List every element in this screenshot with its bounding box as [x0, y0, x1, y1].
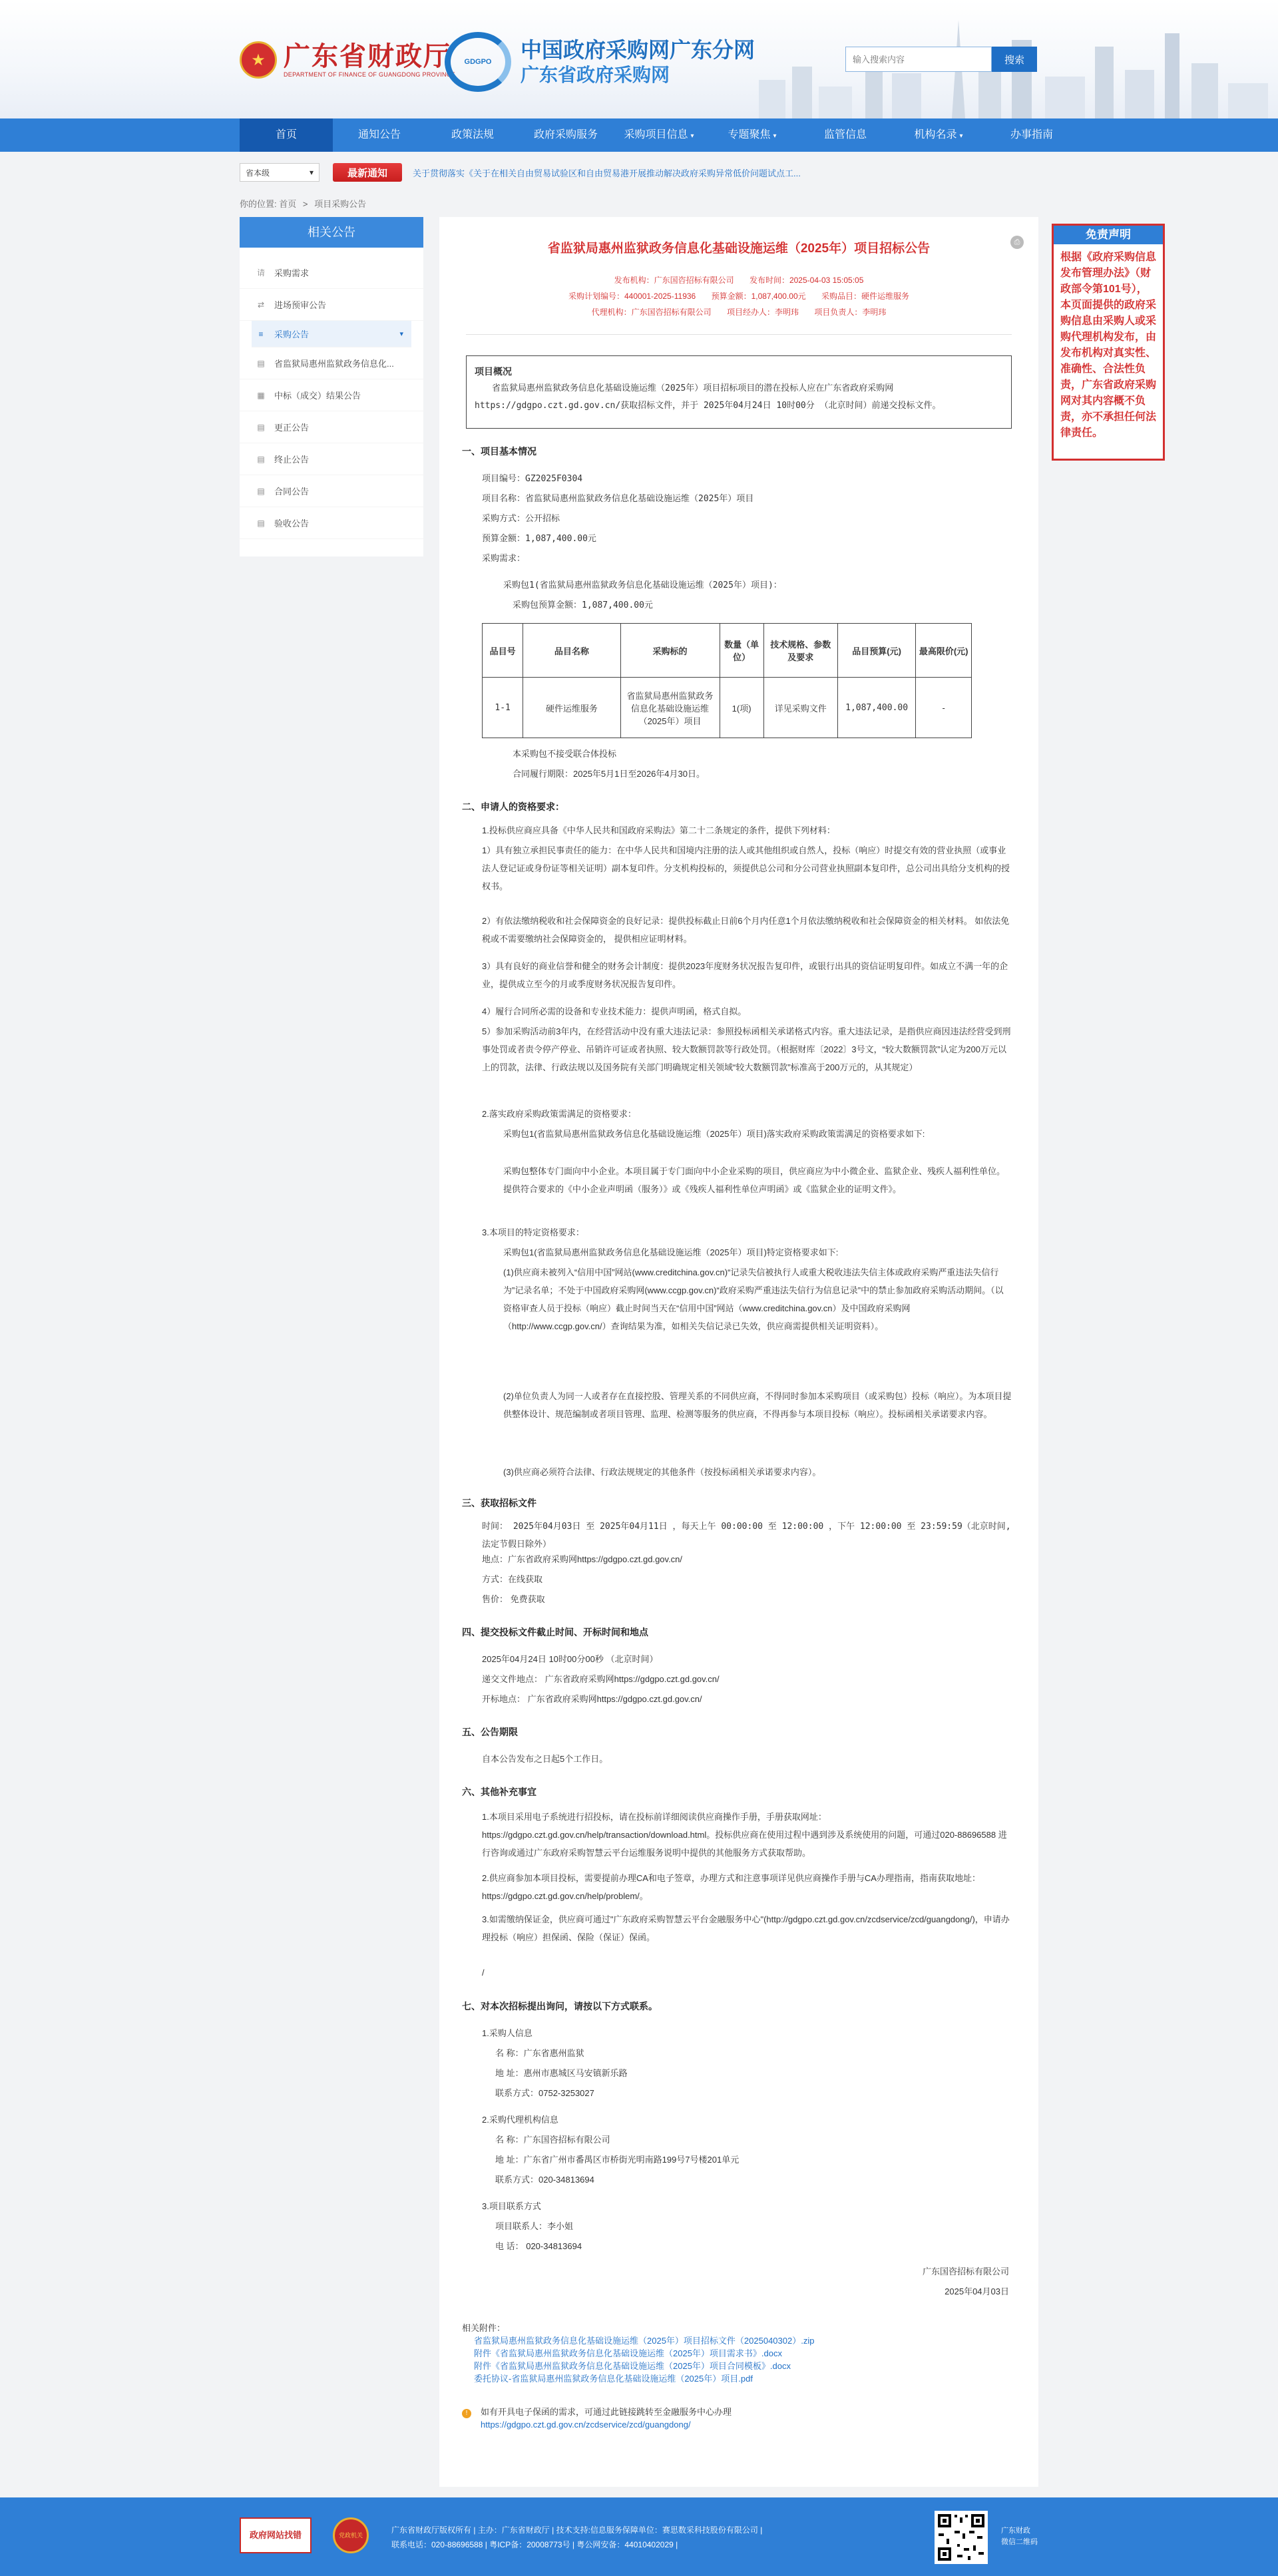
- qr-caption-2: 微信二维码: [1001, 2538, 1038, 2546]
- attachment-link[interactable]: 附件《省监狱局惠州监狱政务信息化基础设施运维（2025年）项目需求书》.docx: [474, 2348, 782, 2358]
- breadcrumb-home-link[interactable]: 首页: [279, 199, 297, 209]
- section-1-title: 一、项目基本情况: [462, 446, 536, 457]
- sidebar-item-label: 终止公告: [274, 455, 310, 465]
- nav-item-label: 机构名录: [914, 129, 957, 140]
- meta-agent-pm: 项目经办人：李明玮: [726, 308, 799, 317]
- s4-line: 2025年04月24日 10时00分00秒 （北京时间）: [482, 1654, 658, 1664]
- sidebar-item-label: 中标（成交）结果公告: [274, 391, 361, 401]
- table-cell: 硬件运维服务: [523, 678, 620, 738]
- attachments: [462, 2322, 814, 2385]
- sidebar-item[interactable]: [240, 443, 423, 475]
- breadcrumb-current: 项目采购公告: [314, 199, 367, 209]
- gdgpo-logo-icon: GDGPO: [445, 32, 511, 92]
- nav-item[interactable]: [333, 118, 426, 152]
- sidebar-item-label: 采购公告: [274, 329, 310, 339]
- s1-line: 采购包预算金额：1,087,400.00元: [513, 600, 653, 610]
- signature-date: 2025年04月03日: [945, 2286, 1009, 2296]
- s2-para: (1)供应商未被列入“信用中国”网站(www.creditchina.gov.cn)“记录失信被执行人或重大税收违法失信主体或政府采购严重违法失信行为”记录名单；不处于中国政府采购网(www.ccgp.gov.cn)“政府采购严重违法失信行为信息记录”中的禁止参加政府采购活动期间。（以资格审查人员于投标（响应）截止时间当天在“信用中国”网站（www.creditchina.gov.cn）及中国政府采购网（http://www.ccgp.gov.cn/）查询结果为准，如相关失信记录已失效，供应商需提供相关证明资料）。: [503, 1267, 1004, 1331]
- s2-para: 采购包1(省监狱局惠州监狱政务信息化基础设施运维（2025年）项目)特定资格要求如下:: [503, 1247, 839, 1257]
- s7-contact-line: 项目联系人：李小姐: [495, 2221, 574, 2231]
- s7-buyer-line: 联系方式：0752-3253027: [495, 2088, 594, 2098]
- sidebar-item[interactable]: [240, 257, 423, 289]
- s7-contact-line: 电 话： 020-34813694: [495, 2241, 582, 2251]
- project-summary-box: [466, 355, 1012, 429]
- nav-item[interactable]: [799, 118, 892, 152]
- qr-caption: [1001, 2525, 1038, 2548]
- list-icon: ▤: [257, 422, 265, 432]
- table-header: 品目名称: [523, 624, 620, 678]
- s1-line: 项目名称：省监狱局惠州监狱政务信息化基础设施运维（2025年）项目: [482, 494, 754, 504]
- s2-para: 2.落实政府采购政策需满足的资格要求：: [482, 1109, 636, 1119]
- s2-para: 2）有依法缴纳税收和社会保障资金的良好记录：提供投标截止日前6个月内任意1个月依法缴纳税收和社会保障资金的相关材料。 如依法免税或不需要缴纳社会保障资金的， 提供相应证明材料。: [482, 916, 1010, 944]
- info-icon: !: [462, 2409, 471, 2418]
- s6-para: /: [482, 1968, 485, 1978]
- nav-item-label: 通知公告: [357, 129, 401, 140]
- footer-line-1: 广东省财政厅版权所有 | 主办：广东省财政厅 | 技术支持:信息服务保障单位：赛思数采科技股份有限公司 |: [391, 2525, 763, 2535]
- chevron-down-icon: ▾: [309, 168, 314, 177]
- attachments-title: 相关附件：: [462, 2323, 506, 2333]
- s3-time: 时间： 2025年04月03日 至 2025年04月11日 ，每天上午 00:00:00 至 12:00:00 ，下午 12:00:00 至 23:59:59（北京时间,法定节假日除外）: [482, 1522, 1011, 1550]
- chevron-down-icon: ▾: [773, 132, 777, 140]
- sidebar-item-label: 进场预审公告: [274, 300, 327, 310]
- table-header: 品目预算(元): [837, 624, 916, 678]
- table-header: 技术规格、参数及要求: [763, 624, 837, 678]
- breadcrumb: [240, 197, 366, 210]
- s7-buyer-line: 名 称：广东省惠州监狱: [495, 2048, 584, 2058]
- article-panel: [439, 217, 1038, 2487]
- chevron-down-icon: ▾: [959, 132, 963, 140]
- table-cell: 详见采购文件: [763, 678, 837, 738]
- finance-department-logo[interactable]: [240, 41, 455, 79]
- chevron-down-icon: ▾: [399, 330, 403, 338]
- sidebar-title: 相关公告: [240, 217, 423, 248]
- list-icon: ⇄: [257, 300, 265, 310]
- nav-item-label: 专题聚焦: [728, 129, 771, 140]
- list-icon: ▤: [257, 358, 265, 368]
- search-box: [845, 47, 1037, 72]
- breadcrumb-separator: >: [302, 199, 308, 209]
- s2-para: 5）参加采购活动前3年内，在经营活动中没有重大违法记录：参照投标函相关承诺格式内容。重大违法记录，是指供应商因违法经营受到刑事处罚或者责令停产停业、吊销许可证或者执照、较大数额罚款等行政处罚。（根据财库〔2022〕3号文，“较大数额罚款”认定为200万元以上的罚款，法律、行政法规以及国务院有关部门明确规定相关领域“较大数额罚款”标准高于200万元的，从其规定）: [482, 1026, 1011, 1072]
- main-nav: [0, 118, 1278, 152]
- meta-budget: 预算金额：1,087,400.00元: [711, 292, 806, 301]
- s2-para: 4）履行合同所必需的设备和专业技术能力：提供声明函，格式自拟。: [482, 1006, 747, 1016]
- wechat-qr-code: [935, 2511, 988, 2564]
- section-3-title: 三、获取招标文件: [462, 1498, 536, 1508]
- section-5-title: 五、公告期限: [462, 1727, 518, 1737]
- list-icon: ▤: [257, 454, 265, 464]
- sidebar-item[interactable]: [240, 347, 423, 379]
- meta-agent-head: 项目负责人：李明玮: [814, 308, 887, 317]
- portal-title-2: 广东省政府采购网: [521, 65, 670, 85]
- latest-notice-badge: 最新通知: [333, 163, 402, 182]
- site-header: [0, 0, 1278, 118]
- notice-marquee-link[interactable]: 关于贯彻落实《关于在相关自由贸易试验区和自由贸易港开展推动解决政府采购异常低价问题试点工...: [413, 168, 801, 178]
- nav-item-label: 首页: [275, 129, 297, 140]
- sidebar-item[interactable]: [240, 289, 423, 321]
- sidebar-item[interactable]: [240, 411, 423, 443]
- section-7-title: 七、对本次招标提出询问，请按以下方式联系。: [462, 2001, 658, 2012]
- disclaimer-box: [1052, 224, 1165, 461]
- table-header: 数量（单位）: [720, 624, 763, 678]
- table-header-row: [483, 624, 972, 678]
- s3-line: 方式：在线获取: [482, 1574, 543, 1584]
- site-footer: [0, 2497, 1278, 2576]
- sidebar-item-label: 更正公告: [274, 423, 310, 433]
- list-icon: ▦: [257, 390, 265, 400]
- meta-agency: 代理机构：广东国咨招标有限公司: [591, 308, 712, 317]
- nav-item[interactable]: [240, 118, 333, 152]
- s7-buyer-title: 1.采购人信息: [482, 2028, 532, 2038]
- breadcrumb-prefix: 你的位置:: [240, 199, 277, 209]
- s7-agency-title: 2.采购代理机构信息: [482, 2115, 558, 2125]
- disclaimer-title: 免责声明: [1054, 226, 1163, 244]
- s6-para: 2.供应商参加本项目投标，需要提前办理CA和电子签章，办理方式和注意事项详见供应商操作手册与CA办理指南，指南获取地址：https://gdgpo.czt.gd.gov.cn/help/problem/。: [482, 1873, 980, 1901]
- s2-para: 3）具有良好的商业信誉和健全的财务会计制度：提供2023年度财务状况报告复印件，或银行出具的资信证明复印件。如成立不满一年的企业，提供成立至今的月或季度财务状况报告复印件。: [482, 961, 1008, 989]
- sidebar-item-label: 验收公告: [274, 519, 310, 529]
- gov-site-error-badge[interactable]: [240, 2517, 312, 2553]
- s7-agency-line: 地 址：广东省广州市番禺区市桥街光明南路199号7号楼201单元: [495, 2155, 740, 2165]
- national-emblem-icon: ★: [240, 41, 277, 79]
- sidebar-item-label: 省监狱局惠州监狱政务信息化...: [274, 359, 394, 369]
- list-icon: 请: [256, 268, 265, 278]
- s4-line: 开标地点： 广东省政府采购网https://gdgpo.czt.gd.gov.cn/: [482, 1694, 702, 1704]
- divider: [466, 334, 1012, 335]
- s2-para: (3)供应商必须符合法律、行政法规规定的其他条件（按投标函相关承诺要求内容）。: [503, 1467, 821, 1477]
- sidebar-item-label: 合同公告: [274, 487, 310, 497]
- attachment-link[interactable]: 省监狱局惠州监狱政务信息化基础设施运维（2025年）项目招标文件（2025040302）.zip: [474, 2336, 815, 2346]
- after-table-line: 本采购包不接受联合体投标: [513, 749, 617, 759]
- summary-body: 省监狱局惠州监狱政务信息化基础设施运维（2025年）项目招标项目的潜在投标人应在广东省政府采购网https://gdgpo.czt.gd.gov.cn/获取招标文件，并于 2025年04月24日 10时00分 （北京时间）前递交投标文件。: [475, 383, 941, 411]
- meta-plan-no: 采购计划编号：440001-2025-11936: [568, 292, 696, 301]
- gov-site-error-label: 政府网站找错: [249, 2530, 302, 2540]
- nav-item[interactable]: [985, 118, 1078, 152]
- s2-para: 采购包1(省监狱局惠州监狱政务信息化基础设施运维（2025年）项目)落实政府采购政策需满足的资格要求如下:: [503, 1129, 925, 1139]
- section-2-title: 二、申请人的资格要求：: [462, 801, 564, 812]
- s7-agency-line: 联系方式：020-34813694: [495, 2175, 594, 2185]
- sidebar-item[interactable]: [240, 379, 423, 411]
- section-6-title: 六、其他补充事宜: [462, 1787, 536, 1797]
- s7-contact-title: 3.项目联系方式: [482, 2201, 541, 2211]
- table-cell: 1(项): [720, 678, 763, 738]
- attachment-link[interactable]: 附件《省监狱局惠州监狱政务信息化基础设施运维（2025年）项目合同模板》.docx: [474, 2361, 791, 2371]
- table-header: 采购标的: [620, 624, 720, 678]
- s2-para: 1.投标供应商应具备《中华人民共和国政府采购法》第二十二条规定的条件，提供下列材料：: [482, 825, 835, 835]
- summary-title: 项目概况: [475, 366, 512, 377]
- section-4-title: 四、提交投标文件截止时间、开标时间和地点: [462, 1627, 648, 1637]
- party-gov-badge-icon[interactable]: 党政机关: [333, 2517, 369, 2553]
- nav-item-label: 政府采购服务: [533, 129, 598, 140]
- s4-line: 递交文件地点： 广东省政府采购网https://gdgpo.czt.gd.gov.cn/: [482, 1674, 720, 1684]
- footer-info: [391, 2523, 762, 2552]
- s1-line: 采购包1(省监狱局惠州监狱政务信息化基础设施运维（2025年）项目)：: [503, 580, 782, 590]
- meta-publisher: 发布机构：广东国咨招标有限公司: [614, 276, 734, 285]
- search-input[interactable]: [845, 47, 992, 72]
- footer-line-2: 联系电话：020-88696588 | 粤ICP备：20008773号 | 粤公网安备：44010402029 |: [391, 2540, 678, 2549]
- list-icon: ≡: [258, 329, 264, 339]
- s2-para: 3.本项目的特定资格要求：: [482, 1227, 584, 1237]
- chevron-down-icon: ▾: [690, 132, 694, 140]
- s7-buyer-line: 地 址：惠州市惠城区马安镇新乐路: [495, 2068, 628, 2078]
- nav-item-label: 政策法规: [451, 129, 494, 140]
- list-icon: ▤: [257, 518, 265, 528]
- tip-link[interactable]: https://gdgpo.czt.gd.gov.cn/zcdservice/zcd/guangdong/: [481, 2420, 691, 2430]
- related-notices-sidebar: [240, 217, 423, 556]
- region-select-value: 省本级: [246, 168, 270, 178]
- table-row: [483, 678, 972, 738]
- brand-en: DEPARTMENT OF FINANCE OF GUANGDONG PROVINCE: [284, 71, 455, 78]
- procurement-portal-logo[interactable]: [445, 32, 755, 92]
- table-cell: 1-1: [483, 678, 523, 738]
- search-button[interactable]: 搜索: [992, 47, 1037, 72]
- nav-item[interactable]: [612, 118, 706, 152]
- s6-para: 3.如需缴纳保证金，供应商可通过"广东政府采购智慧云平台金融服务中心"(http://gdgpo.czt.gd.gov.cn/zcdservice/zcd/guangdong/)，申请办理投标（响应）担保函、保险（保证）保函。: [482, 1914, 1010, 1942]
- table-header: 品目号: [483, 624, 523, 678]
- nav-item[interactable]: [519, 118, 612, 152]
- s7-agency-line: 名 称：广东国咨招标有限公司: [495, 2135, 610, 2145]
- sidebar-item[interactable]: [240, 475, 423, 507]
- attachment-link[interactable]: 委托协议-省监狱局惠州监狱政务信息化基础设施运维（2025年）项目.pdf: [474, 2374, 753, 2384]
- nav-item[interactable]: [706, 118, 799, 152]
- region-select[interactable]: [240, 163, 320, 182]
- print-icon[interactable]: ⎙: [1010, 236, 1024, 249]
- nav-item-label: 监管信息: [823, 129, 867, 140]
- s1-line: 采购需求：: [482, 554, 526, 564]
- s1-line: 项目编号：GZ2025F0304: [482, 474, 583, 484]
- tip-text: 如有开具电子保函的需求，可通过此链接跳转至金融服务中心办理: [481, 2407, 732, 2417]
- s6-para: 1.本项目采用电子系统进行招投标，请在投标前详细阅读供应商操作手册，手册获取网址：https://gdgpo.czt.gd.gov.cn/help/transaction/download.html。投标供应商在使用过程中遇到涉及系统使用的问题，可通过020-88696588 进行咨询或通过广东政府采购智慧云平台运维服务说明中提供的其他服务方式获取帮助。: [482, 1812, 1007, 1858]
- s2-para: (2)单位负责人为同一人或者存在直接控股、管理关系的不同供应商，不得同时参加本采购项目（或采购包）投标（响应）。为本项目提供整体设计、规范编制或者项目管理、监理、检测等服务的供应商，不得再参与本项目投标（响应）。投标函相关承诺要求内容。: [503, 1391, 1012, 1419]
- nav-item[interactable]: [892, 118, 985, 152]
- table-cell: 省监狱局惠州监狱政务信息化基础设施运维（2025年）项目: [620, 678, 720, 738]
- signature-company: 广东国咨招标有限公司: [922, 2266, 1009, 2276]
- s5-body: 自本公告发布之日起5个工作日。: [482, 1754, 608, 1764]
- nav-item-label: 办事指南: [1010, 129, 1053, 140]
- notice-bar: [240, 162, 1038, 182]
- sidebar-item[interactable]: [240, 507, 423, 539]
- article-meta-2: [439, 290, 1038, 302]
- disclaimer-body: 根据《政府采购信息发布管理办法》（财政部令第101号），本页面提供的政府采购信息由采购人或采购代理机构发布，由发布机构对真实性、准确性、合法性负责，广东省政府采购网对其内容概不负责，亦不承担任何法律责任。: [1060, 252, 1157, 439]
- sidebar-item-label: 采购需求: [274, 268, 310, 278]
- s3-line: 地点：广东省政府采购网https://gdgpo.czt.gd.gov.cn/: [482, 1554, 683, 1564]
- s2-para: 采购包整体专门面向中小企业。本项目属于专门面向中小企业采购的项目，供应商应为中小微企业、监狱企业、残疾人福利性单位。提供符合要求的《中小企业声明函（服务）》或《残疾人福利性单位声明函》或《监狱企业的证明文件》。: [503, 1166, 1006, 1194]
- qr-caption-1: 广东财政: [1001, 2527, 1030, 2535]
- table-cell: -: [916, 678, 972, 738]
- meta-time: 发布时间：2025-04-03 15:05:05: [749, 276, 864, 285]
- s1-line: 采购方式：公开招标: [482, 514, 560, 524]
- portal-title-1: 中国政府采购网广东分网: [521, 38, 755, 62]
- guarantee-tip: [462, 2406, 732, 2431]
- meta-category: 采购品目：硬件运维服务: [821, 292, 909, 301]
- table-header: 最高限价(元): [916, 624, 972, 678]
- brand-cn: 广东省财政厅: [284, 41, 451, 71]
- article-meta-3: [439, 306, 1038, 318]
- nav-item-label: 采购项目信息: [624, 129, 688, 140]
- s3-line: 售价： 免费获取: [482, 1594, 545, 1604]
- sidebar-item[interactable]: [252, 321, 411, 347]
- after-table-line: 合同履行期限：2025年5月1日至2026年4月30日。: [513, 769, 705, 779]
- article-meta-1: [439, 274, 1038, 286]
- s2-para: 1）具有独立承担民事责任的能力：在中华人民共和国境内注册的法人或其他组织或自然人，投标（响应）时提交有效的营业执照（或事业法人登记证或身份证等相关证明）副本复印件。分支机构投标的，须提供总公司和分公司营业执照副本复印件，总公司出具给分支机构的授权书。: [482, 845, 1010, 891]
- s1-line: 预算金额：1,087,400.00元: [482, 534, 596, 544]
- table-cell: 1,087,400.00: [837, 678, 916, 738]
- list-icon: ▤: [257, 486, 265, 496]
- nav-item[interactable]: [426, 118, 519, 152]
- procurement-items-table: [482, 623, 972, 738]
- article-title: 省监狱局惠州监狱政务信息化基础设施运维（2025年）项目招标公告: [547, 242, 931, 256]
